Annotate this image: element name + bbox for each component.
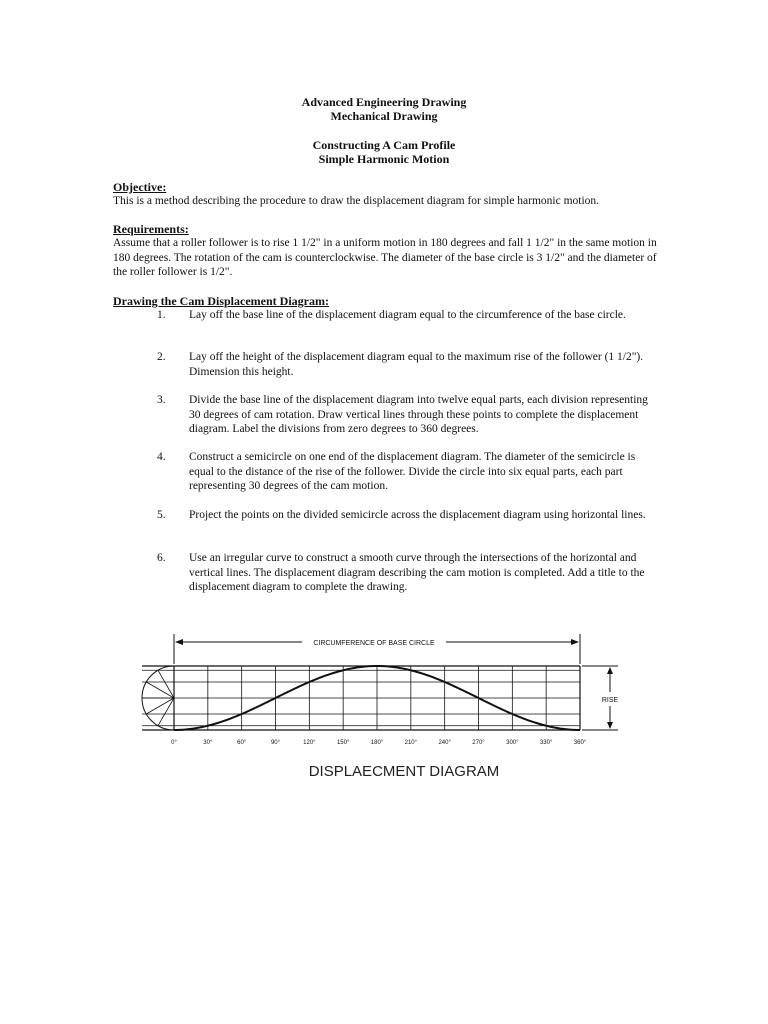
course-subtitle: Mechanical Drawing (330, 109, 438, 123)
step-text: Lay off the height of the displacement diagram equal to the maximum rise of the follower (1 1/2"). Dimension this height. (189, 351, 644, 378)
step-number: 4. (157, 451, 166, 463)
procedure-heading: Drawing the Cam Displacement Diagram: (113, 294, 329, 308)
topic-title-block (0, 138, 768, 166)
dimension-arrow-left (175, 639, 183, 645)
dimension-label: CIRCUMFERENCE OF BASE CIRCLE (313, 640, 435, 647)
step-text: Project the points on the divided semicircle across the displacement diagram using horizontal lines. (189, 509, 646, 521)
diagram-title: DISPLAECMENT DIAGRAM (308, 763, 500, 780)
step-text: Construct a semicircle on one end of the displacement diagram. The diameter of the semicircle is equal to the distance of the rise of the follower. Divide the circle into six equal parts, each part representing 30 degrees of the cam motion. (189, 451, 636, 492)
step-number: 6. (157, 552, 166, 564)
angle-label: 270° (472, 740, 485, 746)
semicircle-division-line (158, 670, 174, 698)
angle-label: 240° (438, 740, 451, 746)
angle-label: 300° (506, 740, 519, 746)
angle-label: 0° (171, 740, 177, 746)
step-text: Divide the base line of the displacement diagram into twelve equal parts, each division representing 30 degrees of cam rotation. Draw vertical lines through these points to complete the displacement diagram. Label the divisions from zero degrees to 360 degrees. (189, 394, 648, 435)
requirements-text: Assume that a roller follower is to rise 1 1/2" in a uniform motion in 180 degrees and fall 1 1/2" in the same motion in 180 degrees. The rotation of the cam is counterclockwise. The diameter of the base circle is 3 1/2" and the diameter of the roller follower is 1/2". (113, 237, 657, 278)
projection-semicircle (142, 666, 174, 730)
displacement-diagram (0, 620, 768, 820)
angle-label: 330° (539, 740, 553, 746)
angle-label: 60° (237, 740, 247, 746)
topic-subtitle: Simple Harmonic Motion (318, 152, 450, 166)
topic-title: Constructing A Cam Profile (312, 138, 456, 152)
step-text: Lay off the base line of the displacement diagram equal to the circumference of the base circle. (189, 309, 626, 321)
angle-labels (171, 740, 587, 746)
dimension-arrow-right (571, 639, 579, 645)
step-text: Use an irregular curve to construct a smooth curve through the intersections of the horizontal and vertical lines. The displacement diagram describing the cam motion is completed. Add a title to the displacement diagram to complete the drawing. (189, 552, 645, 593)
semicircle-division-line (146, 682, 174, 698)
requirements-heading: Requirements: (113, 222, 189, 236)
step-number: 3. (157, 394, 166, 406)
angle-label: 360° (573, 740, 587, 746)
angle-label: 210° (404, 740, 418, 746)
document-title-block (0, 95, 768, 123)
course-title: Advanced Engineering Drawing (301, 95, 467, 109)
rise-arrow-top (607, 667, 613, 674)
diagram-grid (142, 666, 580, 730)
step-number: 5. (157, 509, 166, 521)
semicircle-division-line (146, 698, 174, 714)
angle-label: 120° (303, 740, 316, 746)
rise-label: RISE (601, 697, 619, 704)
angle-label: 180° (370, 740, 384, 746)
angle-label: 90° (270, 740, 281, 746)
angle-label: 150° (336, 740, 350, 746)
objective-text: This is a method describing the procedure to draw the displacement diagram for simple harmonic motion. (113, 195, 600, 207)
step-number: 2. (157, 351, 166, 363)
rise-arrow-bottom (607, 722, 613, 729)
objective-heading: Objective: (113, 180, 167, 194)
step-number: 1. (157, 309, 166, 321)
angle-label: 30° (203, 740, 213, 746)
